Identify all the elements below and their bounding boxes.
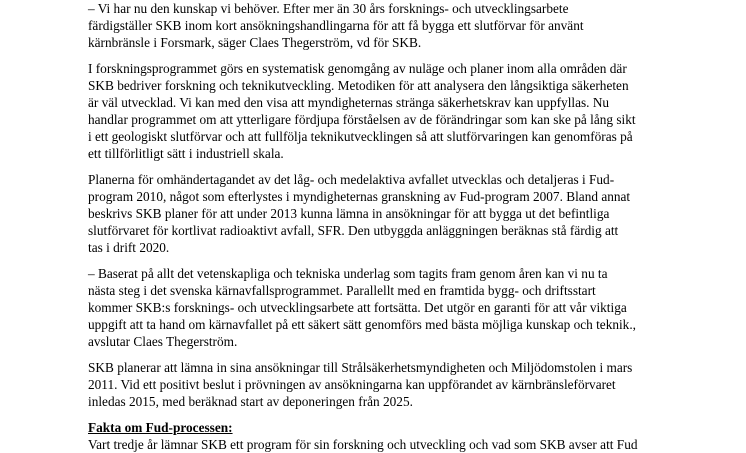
document-body: [88, 0, 708, 453]
paragraph-quote-next-step: – Baserat på allt det vetenskapliga och tekniska underlag som tagits fram genom åren kan vi nu ta nästa steg i det svenska kärnavfallsprogrammet. Parallellt med en framtida bygg- och driftsstart kommer SKB:s forsknings- och utvecklingsarbete att fortsätta. Det utgör en garanti för att vår viktiga uppgift att ta hand om kärnavfallet på ett säkert sätt genomförs med bästa möjliga kunskap och teknik., avslutar Claes Thegerström.: [88, 266, 636, 349]
paragraph-quote-knowledge: – Vi har nu den kunskap vi behöver. Efter mer än 30 års forsknings- och utvecklingsarbete färdigställer SKB inom kort ansökningshandlingarna för att få bygga ett slutförvar för använt kärnbränsle i Forsmark, säger Claes Thegerström, vd för SKB.: [88, 1, 584, 50]
paragraph-applications: SKB planerar att lämna in sina ansökningar till Strålsäkerhetsmyndigheten och Miljödomstolen i mars 2011. Vid ett positivt beslut i prövningen av ansökningarna kan uppförandet av kärnbränsleförvaret inledas 2015, med beräknad start av deponeringen från 2025.: [88, 360, 633, 409]
paragraph-waste-plans: Planerna för omhändertagandet av det låg- och medelaktiva avfallet utvecklas och detaljeras i Fud- program 2010, något som efterlystes i myndigheternas granskning av Fud-program 2007. Bland annat beskrivs SKB planer för att under 2013 kunna lämna in ansökningar för att bygga ut det befintliga slutförvaret för kortlivat radioaktivt avfall, SFR. Den utbyggda anläggningen beräknas stå färdig att tas i drift 2020.: [88, 172, 631, 255]
section-heading-fud-process: Fakta om Fud-processen:: [88, 420, 233, 435]
paragraph-research-program: I forskningsprogrammet görs en systematisk genomgång av nuläge och planer inom alla områden där SKB bedriver forskning och teknikutveckling. Metodiken för att analysera den långsiktiga säkerheten är väl utvecklad. Vi kan med den visa att myndigheternas stränga säkerhetskrav kan uppfyllas. Nu handlar programmet om att ytterligare fördjupa förståelsen av de förändringar som kan ske på lång sikt i ett geologiskt slutförvar och att fullfölja teknikutvecklingen så att slutförvaringen kan genomföras på ett tillförlitligt sätt i industriell skala.: [88, 61, 636, 161]
cutoff-text-line: Vart tredje år lämnar SKB ett program för sin forskning och utveckling och vad som SKB avser att Fud: [88, 437, 638, 452]
